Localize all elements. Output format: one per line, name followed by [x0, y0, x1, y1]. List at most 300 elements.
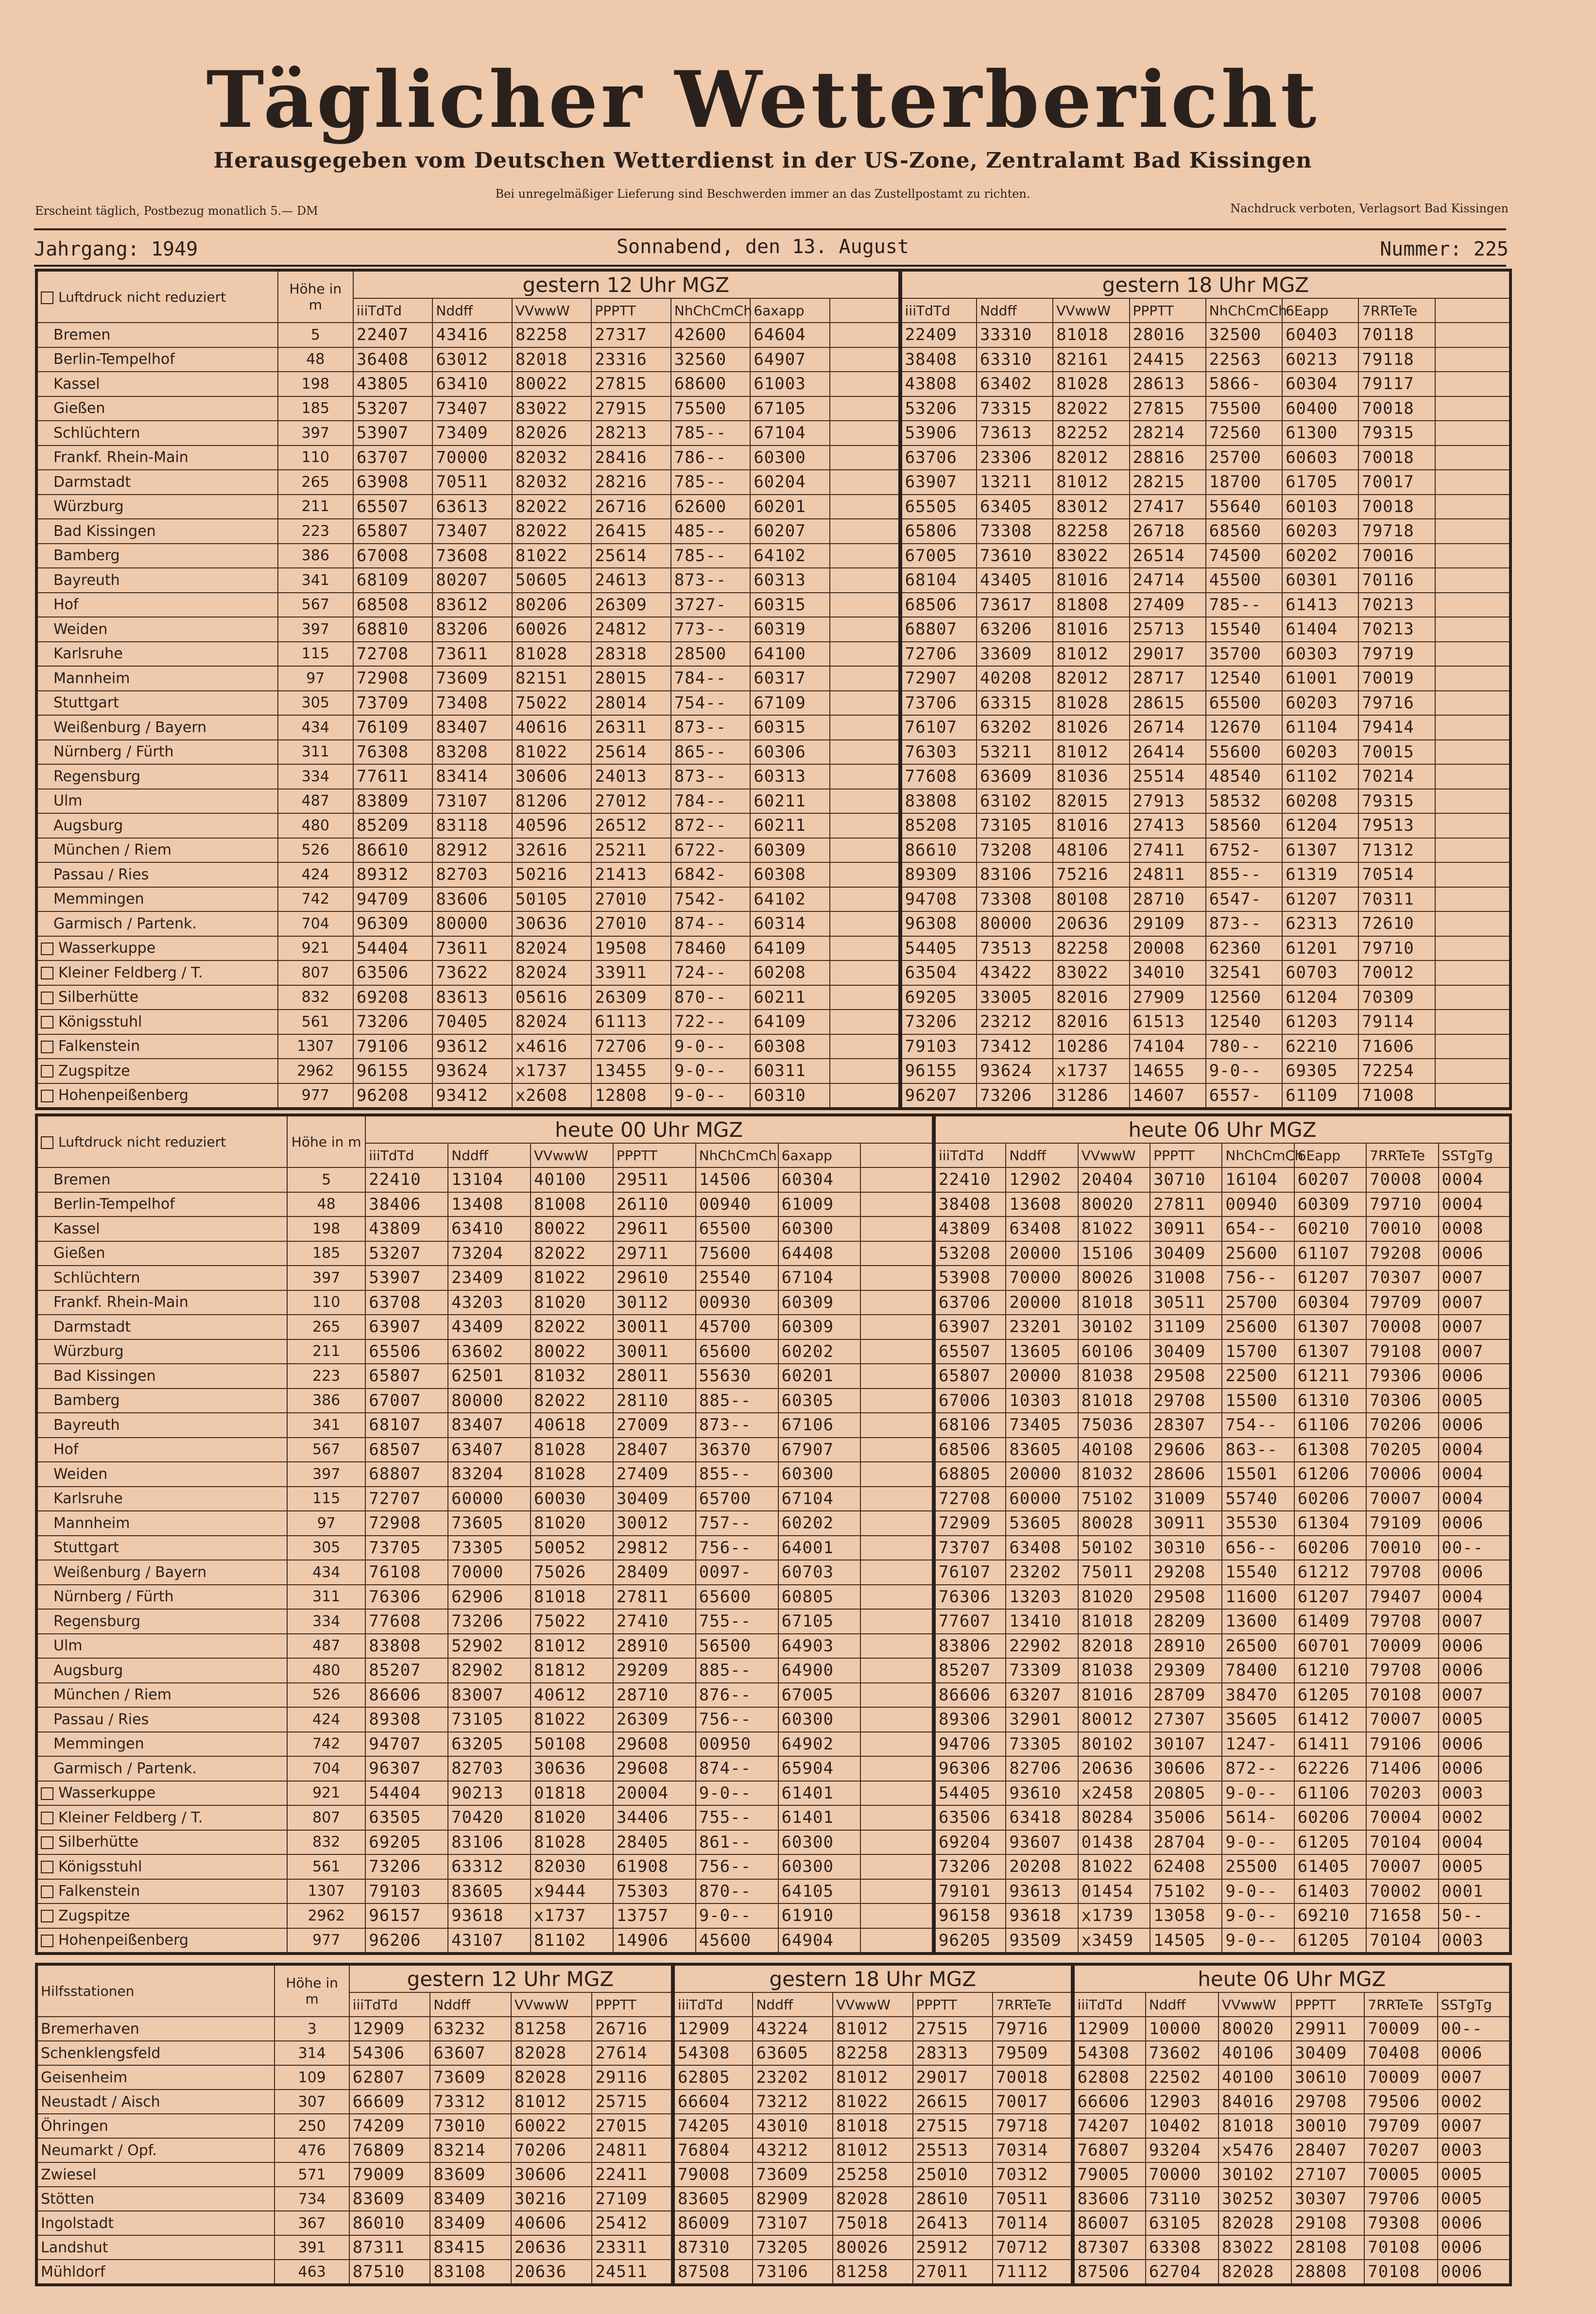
station-name: Passau / Ries — [53, 866, 149, 883]
station-name-cell — [36, 1707, 287, 1732]
station-height: 198 — [278, 372, 353, 396]
station-name-cell — [36, 1830, 287, 1855]
obs-value: 22902 — [1006, 1634, 1078, 1659]
obs-value: 93412 — [432, 1083, 512, 1109]
obs-value: 72909 — [934, 1511, 1006, 1536]
obs-value: 80108 — [1053, 887, 1129, 912]
column-header: 6Eapp — [1282, 298, 1358, 323]
obs-value: 73611 — [432, 642, 512, 667]
obs-value: 70008 — [1366, 1167, 1438, 1192]
station-name-cell — [36, 1217, 287, 1241]
station-height: 265 — [278, 470, 353, 495]
obs-value: 0004 — [1439, 1192, 1511, 1217]
station-height: 424 — [287, 1707, 365, 1732]
obs-value: 9-0-- — [671, 1059, 750, 1083]
column-header: iiiTdTd — [353, 298, 432, 323]
obs-value: 79106 — [1366, 1732, 1438, 1757]
obs-value: 79008 — [673, 2162, 753, 2187]
obs-value: 63706 — [934, 1290, 1006, 1315]
obs-value: 28710 — [613, 1683, 696, 1708]
obs-value: 15540 — [1206, 617, 1282, 642]
value-spacer — [860, 1536, 934, 1560]
station-height: 571 — [275, 2162, 349, 2187]
obs-value: 96206 — [365, 1928, 448, 1954]
obs-value: 40618 — [531, 1413, 613, 1438]
obs-value: 60211 — [750, 789, 829, 814]
obs-value: 873-- — [696, 1413, 778, 1438]
station-name-cell — [36, 617, 278, 642]
station-height: 115 — [287, 1487, 365, 1511]
station-name: Augsburg — [53, 817, 123, 834]
obs-value: 73212 — [753, 2090, 833, 2114]
obs-value: 30911 — [1150, 1511, 1222, 1536]
obs-value: 61104 — [1282, 715, 1358, 740]
obs-value: 63418 — [1006, 1805, 1078, 1830]
obs-value: 28110 — [613, 1388, 696, 1413]
obs-value: 63407 — [448, 1438, 531, 1462]
obs-value: 27913 — [1130, 789, 1206, 814]
obs-value: 62313 — [1282, 911, 1358, 936]
table-row — [36, 1928, 1510, 1954]
station-name-cell — [36, 862, 278, 887]
station-name-cell — [36, 1536, 287, 1560]
obs-value: 25713 — [1130, 617, 1206, 642]
obs-value: 79103 — [365, 1879, 448, 1904]
obs-value: 35006 — [1150, 1805, 1222, 1830]
obs-value: 60211 — [750, 985, 829, 1010]
obs-value: 83605 — [673, 2187, 753, 2211]
obs-value: x5476 — [1218, 2138, 1291, 2162]
obs-value: 27107 — [1291, 2162, 1364, 2187]
obs-value: 65506 — [365, 1339, 448, 1364]
obs-value: 70108 — [1364, 2235, 1437, 2260]
obs-value: 29116 — [592, 2065, 673, 2090]
station-name-cell — [36, 838, 278, 863]
obs-value: 79710 — [1366, 1192, 1438, 1217]
station-name: Silberhütte — [58, 1834, 139, 1851]
obs-value: 785-- — [1206, 593, 1282, 617]
obs-value: 863-- — [1222, 1438, 1294, 1462]
station-height: 341 — [278, 568, 353, 593]
station-name: Wasserkuppe — [58, 1784, 156, 1802]
table-row — [36, 2162, 1510, 2187]
obs-value: 87310 — [673, 2235, 753, 2260]
obs-value: 60310 — [750, 1083, 829, 1109]
obs-value: 01818 — [531, 1781, 613, 1806]
obs-value: 25600 — [1222, 1241, 1294, 1266]
obs-value: 80026 — [1078, 1266, 1150, 1290]
value-spacer — [830, 691, 900, 716]
obs-value: 79315 — [1358, 421, 1435, 446]
group-header: gestern 12 Uhr MGZ — [353, 270, 900, 298]
station-name-cell — [36, 544, 278, 568]
obs-value: 25514 — [1130, 764, 1206, 789]
obs-value: 63908 — [353, 470, 432, 495]
value-spacer — [1435, 593, 1510, 617]
value-spacer — [830, 1059, 900, 1083]
obs-value: 23201 — [1006, 1315, 1078, 1339]
obs-value: 81012 — [531, 1634, 613, 1659]
obs-value: 61206 — [1294, 1462, 1366, 1487]
obs-value: 40596 — [512, 813, 591, 838]
obs-value: 78400 — [1222, 1658, 1294, 1683]
obs-value: 785-- — [671, 544, 750, 568]
value-spacer — [1435, 347, 1510, 372]
value-spacer — [860, 1707, 934, 1732]
station-height: 3 — [275, 2017, 349, 2041]
obs-value: 12540 — [1206, 666, 1282, 691]
station-height: 48 — [278, 347, 353, 372]
obs-value: 40208 — [977, 666, 1053, 691]
station-name: Kassel — [53, 375, 100, 393]
obs-value: 60703 — [778, 1560, 861, 1585]
obs-value: 93204 — [1146, 2138, 1218, 2162]
obs-value: 94707 — [365, 1732, 448, 1757]
obs-value: 61106 — [1294, 1781, 1366, 1806]
obs-value: 60026 — [512, 617, 591, 642]
obs-value: 30409 — [1150, 1241, 1222, 1266]
station-height: 109 — [275, 2065, 349, 2090]
obs-value: 12909 — [673, 2017, 753, 2041]
obs-value: 63613 — [432, 495, 512, 519]
value-spacer — [1435, 691, 1510, 716]
column-header: PPPTT — [591, 298, 670, 323]
obs-value: 70018 — [1358, 495, 1435, 519]
obs-value: 60213 — [1282, 347, 1358, 372]
obs-value: 25614 — [591, 544, 670, 568]
obs-value: 43805 — [353, 372, 432, 396]
value-spacer — [1435, 568, 1510, 593]
obs-value: 20000 — [1006, 1290, 1078, 1315]
obs-value: 26309 — [591, 985, 670, 1010]
obs-value: 62807 — [349, 2065, 430, 2090]
obs-value: 36408 — [353, 347, 432, 372]
obs-value: 83007 — [448, 1683, 531, 1708]
obs-value: 53207 — [365, 1241, 448, 1266]
table-row — [36, 1413, 1510, 1438]
obs-value: 0007 — [1439, 1609, 1511, 1634]
obs-value: 93509 — [1006, 1928, 1078, 1954]
obs-value: 72254 — [1358, 1059, 1435, 1083]
obs-value: 82028 — [833, 2187, 913, 2211]
station-height: 397 — [278, 617, 353, 642]
obs-value: 43416 — [432, 323, 512, 347]
station-name: Falkenstein — [58, 1038, 140, 1055]
obs-value: 77608 — [365, 1609, 448, 1634]
station-name-cell — [36, 1315, 287, 1339]
station-name: Königsstuhl — [58, 1013, 142, 1030]
obs-value: x4616 — [512, 1034, 591, 1059]
checkbox-icon — [41, 1812, 53, 1824]
station-height: 211 — [278, 495, 353, 519]
obs-value: 64907 — [750, 347, 829, 372]
obs-value: 80206 — [512, 593, 591, 617]
obs-value: 68805 — [934, 1462, 1006, 1487]
obs-value: 63506 — [934, 1805, 1006, 1830]
obs-value: 13605 — [1006, 1339, 1078, 1364]
obs-value: 61207 — [1294, 1266, 1366, 1290]
obs-value: 73106 — [753, 2260, 833, 2285]
obs-value: 86010 — [349, 2211, 430, 2235]
obs-value: 82028 — [1218, 2211, 1291, 2235]
value-spacer — [1435, 715, 1510, 740]
obs-value: 65807 — [353, 519, 432, 544]
obs-value: x2608 — [512, 1083, 591, 1109]
obs-value: 73622 — [432, 960, 512, 985]
obs-value: 72908 — [353, 666, 432, 691]
table-row — [36, 887, 1510, 912]
obs-value: 27015 — [592, 2114, 673, 2138]
obs-value: 70514 — [1358, 862, 1435, 887]
obs-value: 72708 — [353, 642, 432, 667]
obs-value: 54405 — [934, 1781, 1006, 1806]
obs-value: 76109 — [353, 715, 432, 740]
obs-value: 79315 — [1358, 789, 1435, 814]
obs-value: 63310 — [977, 347, 1053, 372]
obs-value: 30011 — [613, 1315, 696, 1339]
station-name: Stuttgart — [53, 1539, 119, 1557]
station-name-cell — [36, 2187, 275, 2211]
column-header: VVwwW — [512, 298, 591, 323]
value-spacer — [1435, 544, 1510, 568]
copyright-note: Nachdruck verboten, Verlagsort Bad Kissingen — [1230, 202, 1509, 215]
obs-value: 28016 — [1130, 323, 1206, 347]
obs-value: 26514 — [1130, 544, 1206, 568]
obs-value: 885-- — [696, 1658, 778, 1683]
obs-value: 61109 — [1282, 1083, 1358, 1109]
station-name: Schlüchtern — [53, 424, 140, 442]
station-name-cell — [36, 1034, 278, 1059]
obs-value: 79414 — [1358, 715, 1435, 740]
obs-value: 53206 — [900, 396, 977, 421]
obs-value: 80102 — [1078, 1732, 1150, 1757]
obs-value: 60306 — [750, 740, 829, 765]
obs-value: 27614 — [592, 2041, 673, 2065]
obs-value: 60202 — [1282, 544, 1358, 568]
column-header: Nddff — [977, 298, 1053, 323]
obs-value: 80022 — [531, 1339, 613, 1364]
station-name: Gießen — [53, 1245, 105, 1262]
obs-value: 64100 — [750, 642, 829, 667]
obs-value: 81028 — [531, 1462, 613, 1487]
column-header: Nddff — [432, 298, 512, 323]
obs-value: 71606 — [1358, 1034, 1435, 1059]
station-height: 561 — [287, 1854, 365, 1879]
station-name: Neustadt / Aisch — [41, 2093, 160, 2110]
obs-value: 79009 — [349, 2162, 430, 2187]
obs-value: 83022 — [1053, 544, 1129, 568]
obs-value: 79114 — [1358, 1010, 1435, 1034]
obs-value: 81028 — [1053, 691, 1129, 716]
value-spacer — [1435, 372, 1510, 396]
obs-value: 73305 — [448, 1536, 531, 1560]
obs-value: 30107 — [1150, 1732, 1222, 1757]
obs-value: 22563 — [1206, 347, 1282, 372]
obs-value: 80207 — [432, 568, 512, 593]
obs-value: 70114 — [993, 2211, 1073, 2235]
obs-value: 33310 — [977, 323, 1053, 347]
station-name-cell — [36, 2041, 275, 2065]
obs-value: 60204 — [750, 470, 829, 495]
obs-value: 73605 — [448, 1511, 531, 1536]
obs-value: 25010 — [913, 2162, 993, 2187]
obs-value: 60022 — [511, 2114, 592, 2138]
station-name: Neumarkt / Opf. — [41, 2142, 157, 2159]
obs-value: 30636 — [531, 1756, 613, 1781]
obs-value: 79306 — [1366, 1364, 1438, 1388]
station-name: Berlin-Tempelhof — [53, 1196, 175, 1213]
obs-value: 30409 — [1291, 2041, 1364, 2065]
table-row — [36, 323, 1510, 347]
value-spacer — [1435, 396, 1510, 421]
obs-value: 73408 — [432, 691, 512, 716]
value-spacer — [1435, 1034, 1510, 1059]
station-name-cell — [36, 2235, 275, 2260]
obs-value: 80022 — [512, 372, 591, 396]
obs-value: 26415 — [591, 519, 670, 544]
obs-value: 70108 — [1364, 2260, 1437, 2285]
obs-value: 3727- — [671, 593, 750, 617]
obs-value: 83613 — [432, 985, 512, 1010]
obs-value: 26500 — [1222, 1634, 1294, 1659]
obs-value: 70004 — [1366, 1805, 1438, 1830]
obs-value: 64408 — [778, 1241, 861, 1266]
obs-value: 71406 — [1366, 1756, 1438, 1781]
obs-value: 70116 — [1358, 568, 1435, 593]
station-name: München / Riem — [53, 841, 172, 859]
obs-value: 79117 — [1358, 372, 1435, 396]
table-row — [36, 642, 1510, 667]
station-name-cell — [36, 1756, 287, 1781]
obs-value: 81812 — [531, 1658, 613, 1683]
obs-value: 26716 — [592, 2017, 673, 2041]
obs-value: 26311 — [591, 715, 670, 740]
legend-checkbox — [41, 291, 53, 304]
value-spacer — [860, 1732, 934, 1757]
obs-value: 80020 — [1218, 2017, 1291, 2041]
obs-value: 31286 — [1053, 1083, 1129, 1109]
obs-value: 79103 — [900, 1034, 977, 1059]
station-name-cell — [36, 1658, 287, 1683]
obs-value: 71008 — [1358, 1083, 1435, 1109]
obs-value: 60203 — [1282, 691, 1358, 716]
obs-value: 63907 — [934, 1315, 1006, 1339]
obs-value: 55630 — [696, 1364, 778, 1388]
obs-value: 80000 — [432, 911, 512, 936]
obs-value: 83808 — [900, 789, 977, 814]
table-row — [36, 1511, 1510, 1536]
station-height: 305 — [287, 1536, 365, 1560]
obs-value: 29017 — [1130, 642, 1206, 667]
obs-value: 60603 — [1282, 446, 1358, 470]
obs-value: 0004 — [1439, 1438, 1511, 1462]
obs-value: 64102 — [750, 887, 829, 912]
obs-value: 61319 — [1282, 862, 1358, 887]
obs-value: 79106 — [353, 1034, 432, 1059]
obs-value: 28613 — [1130, 372, 1206, 396]
obs-value: 68807 — [365, 1462, 448, 1487]
obs-value: 0006 — [1439, 1732, 1511, 1757]
obs-value: 60206 — [1294, 1536, 1366, 1560]
obs-value: 0004 — [1439, 1830, 1511, 1855]
obs-value: 22500 — [1222, 1364, 1294, 1388]
obs-value: 61307 — [1294, 1339, 1366, 1364]
obs-value: 0005 — [1439, 1388, 1511, 1413]
value-spacer — [830, 568, 900, 593]
station-height: 97 — [287, 1511, 365, 1536]
obs-value: 63602 — [448, 1339, 531, 1364]
column-header: 6Eapp — [1294, 1143, 1366, 1167]
obs-value: 0006 — [1439, 1658, 1511, 1683]
obs-value: 67005 — [900, 544, 977, 568]
obs-value: 25258 — [833, 2162, 913, 2187]
value-spacer — [830, 519, 900, 544]
table-row — [36, 2187, 1510, 2211]
obs-value: 81018 — [1218, 2114, 1291, 2138]
column-header: 6axapp — [750, 298, 829, 323]
station-name-cell — [36, 1781, 287, 1806]
obs-value: 00-- — [1439, 1536, 1511, 1560]
obs-value: 27010 — [591, 911, 670, 936]
obs-value: 28015 — [591, 666, 670, 691]
obs-value: 61204 — [1282, 813, 1358, 838]
column-header: Nddff — [753, 1992, 833, 2017]
obs-value: 70312 — [993, 2162, 1073, 2187]
obs-value: 77607 — [934, 1609, 1006, 1634]
obs-value: 27811 — [1150, 1192, 1222, 1217]
obs-value: 70306 — [1366, 1388, 1438, 1413]
obs-value: 79716 — [1358, 691, 1435, 716]
obs-value: 67006 — [934, 1388, 1006, 1413]
obs-value: 43409 — [448, 1315, 531, 1339]
height-header: Höhe in m — [278, 270, 353, 323]
obs-value: 83609 — [430, 2162, 511, 2187]
station-name-cell — [36, 519, 278, 544]
obs-value: 0007 — [1439, 1683, 1511, 1708]
obs-value: 25500 — [1222, 1854, 1294, 1879]
obs-value: 873-- — [671, 568, 750, 593]
obs-value: 54405 — [900, 936, 977, 961]
column-header: VVwwW — [833, 1992, 913, 2017]
station-name-cell — [36, 1339, 287, 1364]
value-spacer — [860, 1388, 934, 1413]
obs-value: 43405 — [977, 568, 1053, 593]
obs-value: 76306 — [365, 1585, 448, 1610]
obs-value: 13757 — [613, 1903, 696, 1928]
obs-value: 754-- — [671, 691, 750, 716]
obs-value: 22502 — [1146, 2065, 1218, 2090]
obs-value: 60300 — [778, 1217, 861, 1241]
obs-value: 38408 — [900, 347, 977, 372]
table-row — [36, 1683, 1510, 1708]
obs-value: 20000 — [1006, 1241, 1078, 1266]
table-row — [36, 1083, 1510, 1109]
obs-value: 24613 — [591, 568, 670, 593]
obs-value: 63405 — [977, 495, 1053, 519]
station-height: 341 — [287, 1413, 365, 1438]
column-header: VVwwW — [1078, 1143, 1150, 1167]
value-spacer — [860, 1830, 934, 1855]
obs-value: 69210 — [1294, 1903, 1366, 1928]
checkbox-icon — [41, 967, 53, 979]
obs-value: 73707 — [934, 1536, 1006, 1560]
obs-value: 65500 — [1206, 691, 1282, 716]
obs-value: 66609 — [349, 2090, 430, 2114]
obs-value: 855-- — [1206, 862, 1282, 887]
station-name: Ulm — [53, 1637, 83, 1655]
obs-value: x1737 — [531, 1903, 613, 1928]
obs-value: 53211 — [977, 740, 1053, 765]
